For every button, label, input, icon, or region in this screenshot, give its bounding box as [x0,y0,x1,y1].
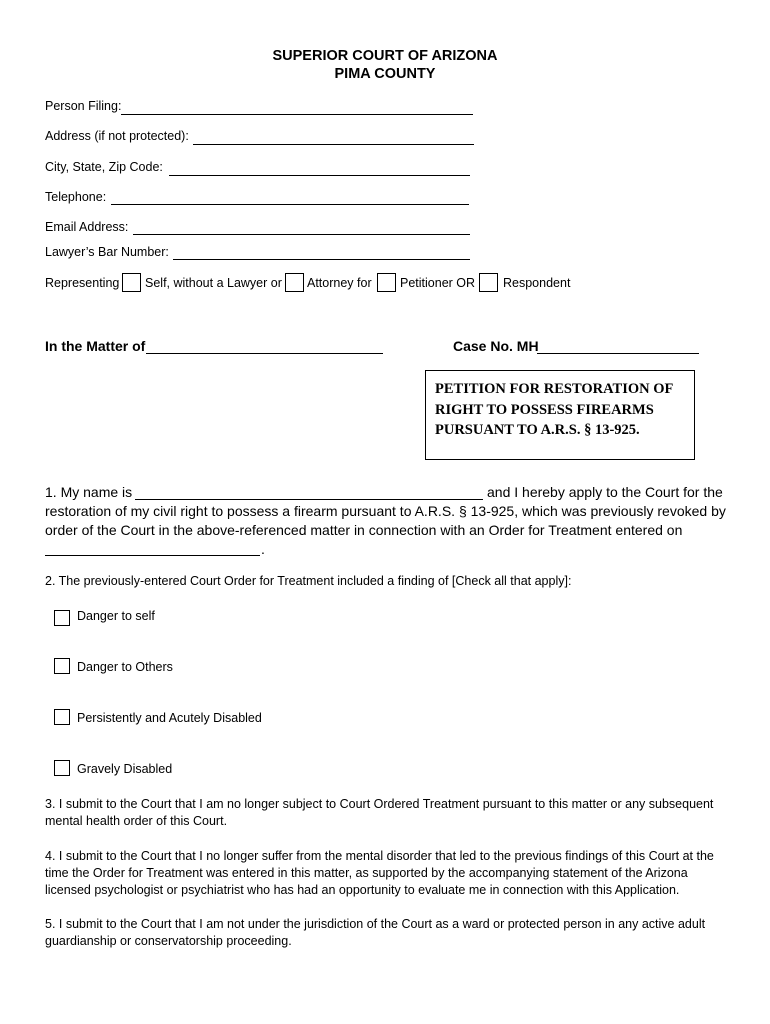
self-checkbox[interactable] [122,273,141,292]
gravely-disabled-checkbox[interactable] [54,760,70,776]
title-line-2: RIGHT TO POSSESS FIREARMS [435,401,654,418]
persistently-disabled-label: Persistently and Acutely Disabled [77,711,262,725]
address-field[interactable] [193,144,474,145]
bar-number-label: Lawyer’s Bar Number: [45,245,169,259]
attorney-option-label: Attorney for [307,276,372,290]
case-no-field[interactable] [537,353,699,354]
respondent-checkbox[interactable] [479,273,498,292]
court-name: SUPERIOR COURT OF ARIZONA [272,48,498,64]
para4-line1: 4. I submit to the Court that I no longer suffer from the mental disorder that led to the previous findings of this Court at the [45,849,714,863]
gravely-disabled-label: Gravely Disabled [77,762,173,776]
bar-number-field[interactable] [173,259,470,260]
para1-start: 1. My name is [45,484,133,500]
danger-to-others-checkbox[interactable] [54,658,70,674]
email-label: Email Address: [45,220,129,234]
city-state-zip-field[interactable] [169,175,470,176]
telephone-label: Telephone: [45,190,107,204]
attorney-checkbox[interactable] [285,273,304,292]
para4-line3: licensed psychologist or psychiatrist who has had an opportunity to evaluate me in connection with this Application. [45,883,680,897]
telephone-field[interactable] [111,204,469,205]
para4-line2: time the Order for Treatment was entered in this matter, as supported by the accompanying statement of the Arizona [45,866,688,880]
para1-line2: restoration of my civil right to possess a firearm pursuant to A.R.S. § 13-925, which was previously revoked by [45,503,726,519]
respondent-option-label: Respondent [503,276,571,290]
petitioner-checkbox[interactable] [377,273,396,292]
para2-text: 2. The previously-entered Court Order for Treatment included a finding of [Check all that apply]: [45,574,572,588]
city-state-zip-label: City, State, Zip Code: [45,160,163,174]
para1-line1-end: and I hereby apply to the Court for the [487,484,723,500]
para1-line3: order of the Court in the above-referenced matter in connection with an Order for Treatment entered on [45,522,683,538]
matter-field[interactable] [146,353,383,354]
danger-to-self-label: Danger to self [77,609,155,623]
title-line-1: PETITION FOR RESTORATION OF [435,381,674,397]
para3-line2: mental health order of this Court. [45,814,228,828]
matter-label: In the Matter of [45,338,146,354]
persistently-disabled-checkbox[interactable] [54,709,70,725]
para5-line1: 5. I submit to the Court that I am not under the jurisdiction of the Court as a ward or protected person in any active adult [45,917,706,931]
person-filing-field[interactable] [121,114,473,115]
para5-line2: guardianship or conservatorship proceeding. [45,934,292,948]
para3-line1: 3. I submit to the Court that I am no longer subject to Court Ordered Treatment pursuant to this matter or any subsequent [45,797,714,811]
case-no-label: Case No. MH [453,338,539,354]
address-label: Address (if not protected): [45,129,189,143]
person-filing-label: Person Filing: [45,99,122,113]
document-title-box [425,370,695,460]
self-option-label: Self, without a Lawyer or [145,276,282,290]
treatment-date-field[interactable] [45,555,260,556]
county-name: PIMA COUNTY [334,66,436,82]
danger-to-self-checkbox[interactable] [54,610,70,626]
my-name-field[interactable] [135,499,483,500]
petitioner-option-label: Petitioner OR [400,276,476,290]
danger-to-others-label: Danger to Others [77,660,173,674]
para1-period: . [261,541,265,557]
representing-label: Representing [45,276,120,290]
title-line-3: PURSUANT TO A.R.S. § 13-925. [435,422,640,438]
email-field[interactable] [133,234,470,235]
